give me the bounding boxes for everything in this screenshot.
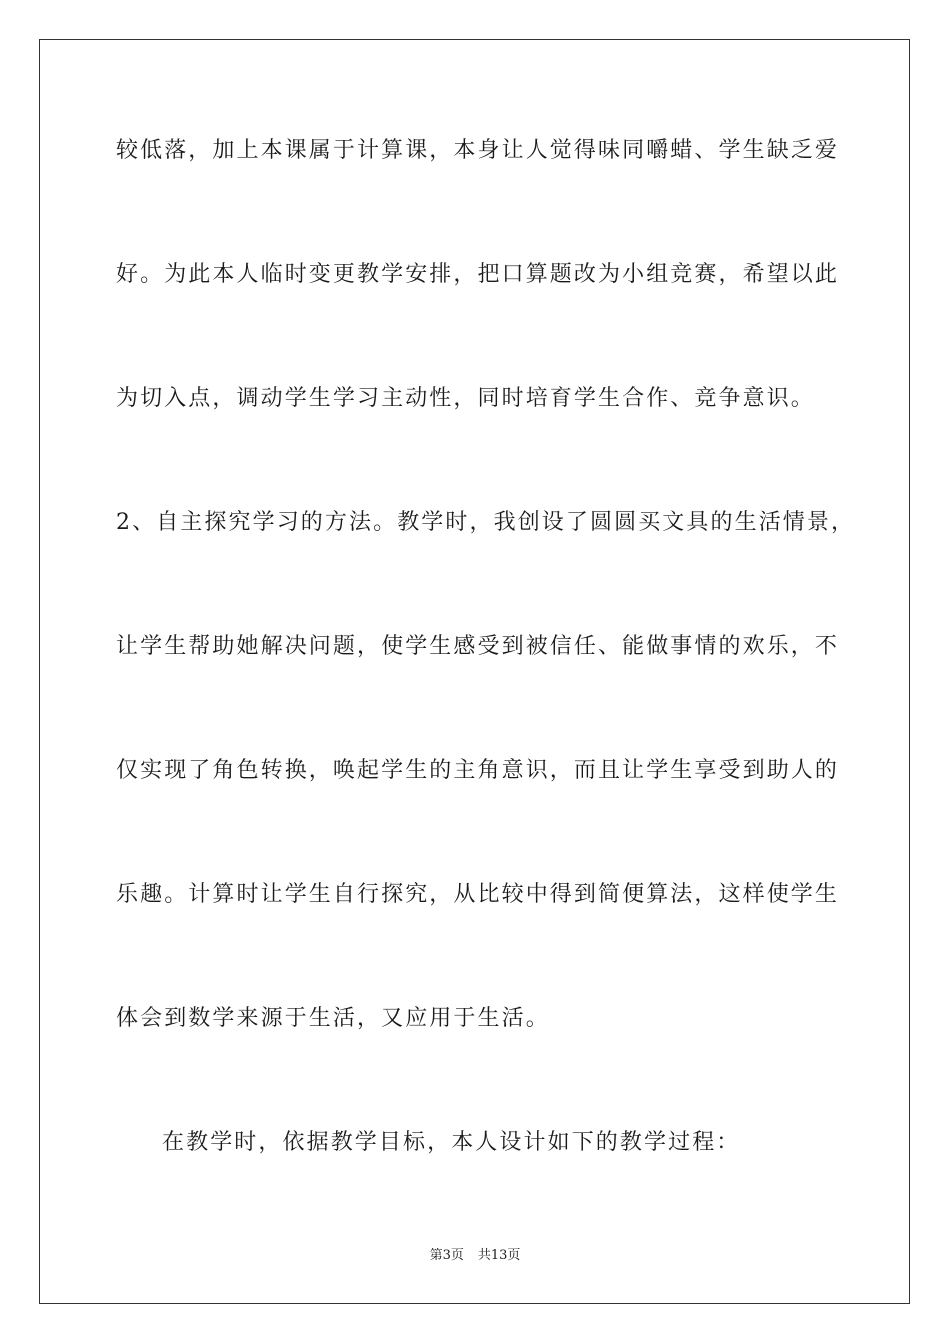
text-line: 为切入点，调动学生学习主动性，同时培育学生合作、竞争意识。 — [116, 386, 815, 411]
page-number: 第3页 — [429, 1248, 464, 1263]
text-line: 体会到数学来源于生活，又应用于生活。 — [116, 1006, 550, 1031]
page-border — [39, 39, 910, 1304]
text-line: 2、自主探究学习的方法。教学时，我创设了圆圆买文具的生活情景， — [116, 510, 856, 535]
total-pages: 共13页 — [477, 1248, 521, 1263]
text-line: 较低落，加上本课属于计算课，本身让人觉得味同嚼蜡、学生缺乏爱 — [116, 138, 840, 163]
page-footer — [0, 1248, 950, 1264]
text-line: 让学生帮助她解决问题，使学生感受到被信任、能做事情的欢乐，不 — [116, 634, 840, 659]
text-line: 好。为此本人临时变更教学安排，把口算题改为小组竞赛，希望以此 — [116, 262, 840, 287]
text-line: 乐趣。计算时让学生自行探究，从比较中得到简便算法，这样使学生 — [116, 882, 840, 907]
text-line-indented: 在教学时，依据教学目标，本人设计如下的教学过程： — [162, 1130, 741, 1155]
text-line: 仅实现了角色转换，唤起学生的主角意识，而且让学生享受到助人的 — [116, 758, 840, 783]
